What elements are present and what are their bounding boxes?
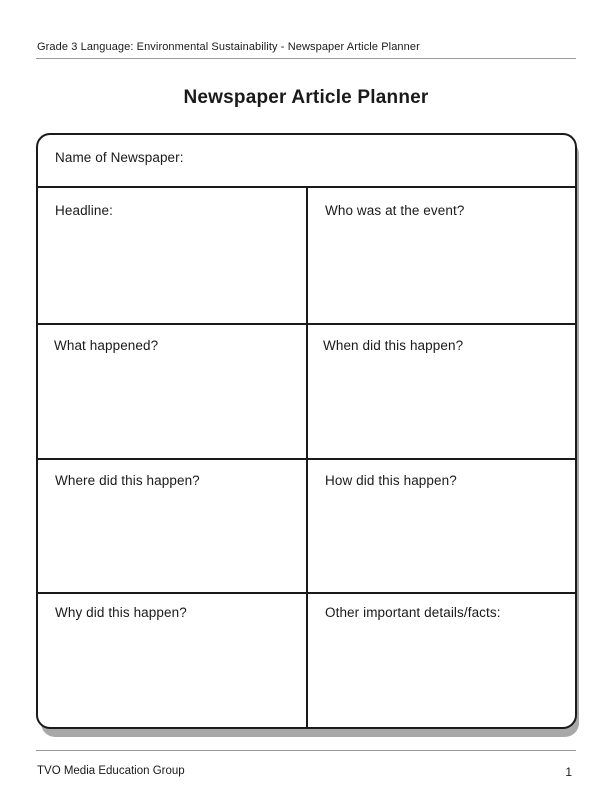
header-text: Grade 3 Language: Environmental Sustainability - Newspaper Article Planner: [37, 41, 420, 53]
what-label: What happened?: [54, 338, 159, 353]
newspaper-name-field[interactable]: [38, 135, 575, 188]
where-cell[interactable]: [38, 460, 306, 592]
headline-label: Headline:: [55, 203, 113, 218]
where-label: Where did this happen?: [55, 473, 200, 488]
why-label: Why did this happen?: [55, 605, 187, 620]
headline-cell[interactable]: [38, 190, 306, 323]
footer-rule: [36, 750, 576, 751]
why-cell[interactable]: [38, 594, 306, 727]
other-details-cell[interactable]: [308, 594, 575, 727]
who-cell[interactable]: [308, 190, 575, 323]
how-label: How did this happen?: [325, 473, 457, 488]
how-cell[interactable]: [308, 460, 575, 592]
header-rule: [36, 58, 576, 59]
when-cell[interactable]: [308, 325, 575, 458]
footer-publisher: TVO Media Education Group: [37, 765, 185, 777]
what-cell[interactable]: [38, 325, 306, 458]
planner-table: [36, 133, 577, 729]
page-number: 1: [565, 765, 572, 779]
other-details-label: Other important details/facts:: [325, 605, 501, 620]
newspaper-name-label: Name of Newspaper:: [55, 150, 184, 165]
who-label: Who was at the event?: [325, 203, 465, 218]
page-title: Newspaper Article Planner: [183, 87, 429, 108]
when-label: When did this happen?: [323, 338, 464, 353]
